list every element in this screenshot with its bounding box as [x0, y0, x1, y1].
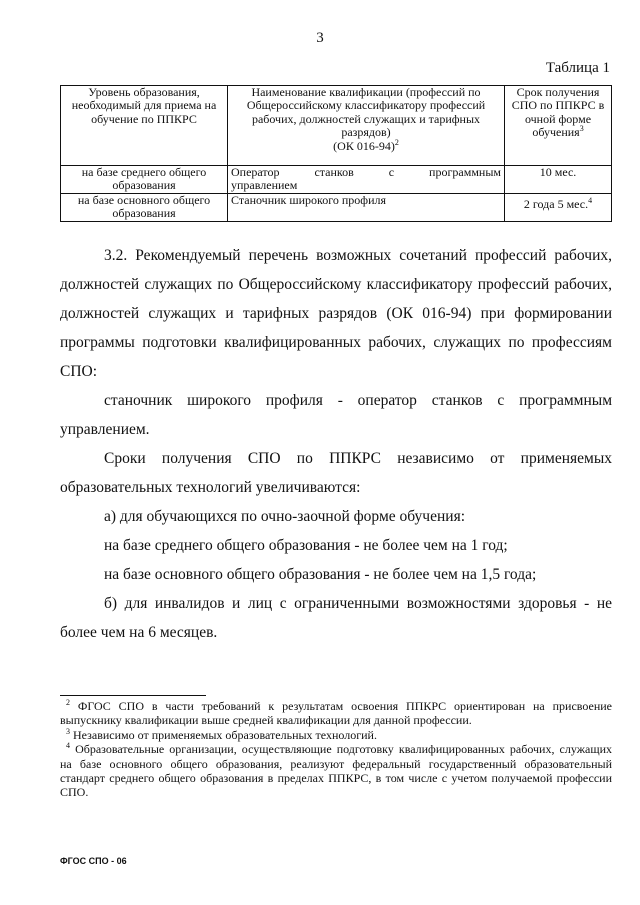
footnote-mark: 2	[66, 698, 70, 707]
table-label: Таблица 1	[545, 60, 610, 76]
header-education-level: Уровень образования, необходимый для приема на обучение по ППКРС	[61, 86, 228, 166]
paragraph-item-b: б) для инвалидов и лиц с ограниченными возможностями здоровья - не более чем на 6 месяцев.	[60, 594, 612, 641]
footnote-text: Независимо от применяемых образовательных технологий.	[73, 727, 377, 742]
body-text	[60, 242, 612, 648]
row-qualification	[228, 193, 505, 221]
header-qualification-name	[228, 86, 505, 166]
paragraph-3-2: 3.2. Рекомендуемый перечень возможных сочетаний профессий рабочих, должностей служащих по Общероссийскому классификатору профессий рабочих, должностей служащих и тарифных разрядов (ОК 016-94) при формировании программы подготовки квалифицированных рабочих, служащих по профессиям СПО:	[60, 247, 612, 380]
paragraph-profession-combination: станочник широкого профиля - оператор станков с программным управлением.	[60, 391, 612, 438]
row-qualification	[228, 166, 505, 194]
row-term-text: 10 мес.	[539, 165, 577, 179]
table-row	[61, 166, 612, 194]
row-term	[505, 193, 612, 221]
footnote-ref-4: 4	[588, 195, 593, 205]
row-term	[505, 166, 612, 194]
row-qualification-line2: управлением	[231, 178, 298, 193]
row-education-level: на базе среднего общего образования	[61, 166, 228, 194]
row-education-level: на базе основного общего образования	[61, 193, 228, 221]
footnote-text: Образовательные организации, осуществляющие подготовку квалифицированных рабочих, служащих на базе основного общего образования, реализуют федеральный государственный образовательный стандарт среднего общего образования в пределах ППКРС, в том числе с учетом получаемой профессии СПО.	[60, 742, 612, 800]
footnote-3	[60, 728, 612, 742]
footnote-ref-2: 2	[394, 137, 399, 147]
qualification-table	[60, 85, 612, 222]
header-qualification-text: Наименование квалификации (профессий по Общероссийскому классификатору профессий рабочих, должностей служащих и тарифных разрядов)	[246, 85, 486, 140]
footnotes	[60, 699, 612, 800]
table-row	[61, 193, 612, 221]
row-term-text: 2 года 5 мес.	[523, 196, 589, 211]
page-number: 3	[316, 30, 324, 46]
footnote-2	[60, 699, 612, 728]
footnote-separator	[60, 695, 206, 696]
footnote-ref-3: 3	[579, 124, 584, 134]
row-qualification-line1: Станочник широкого профиля	[231, 192, 387, 207]
paragraph-secondary-base: на базе среднего общего образования - не более чем на 1 год;	[104, 536, 508, 554]
header-study-term-text: Срок получения СПО по ППКРС в очной форме обучения	[511, 85, 605, 140]
footnote-text: ФГОС СПО в части требований к результатам освоения ППКРС ориентирован на присвоение выпускнику квалификации выше средней квалификации для данной профессии.	[60, 699, 613, 728]
header-study-term	[505, 86, 612, 166]
paragraph-item-a: а) для обучающихся по очно-заочной форме обучения:	[104, 507, 466, 525]
footnote-mark: 3	[66, 726, 70, 736]
row-qualification-line1: Оператор станков с программным	[231, 165, 501, 179]
table-header-row	[61, 86, 612, 166]
paragraph-study-terms: Сроки получения СПО по ППКРС независимо от применяемых образовательных технологий увеличиваются:	[60, 449, 612, 496]
header-ok-code: (ОК 016-94)	[333, 138, 395, 153]
footnote-4	[60, 742, 612, 800]
paragraph-basic-base: на базе основного общего образования - не более чем на 1,5 года;	[104, 565, 537, 583]
footnote-mark: 4	[66, 741, 70, 751]
footer-code: ФГОС СПО - 06	[60, 856, 127, 866]
